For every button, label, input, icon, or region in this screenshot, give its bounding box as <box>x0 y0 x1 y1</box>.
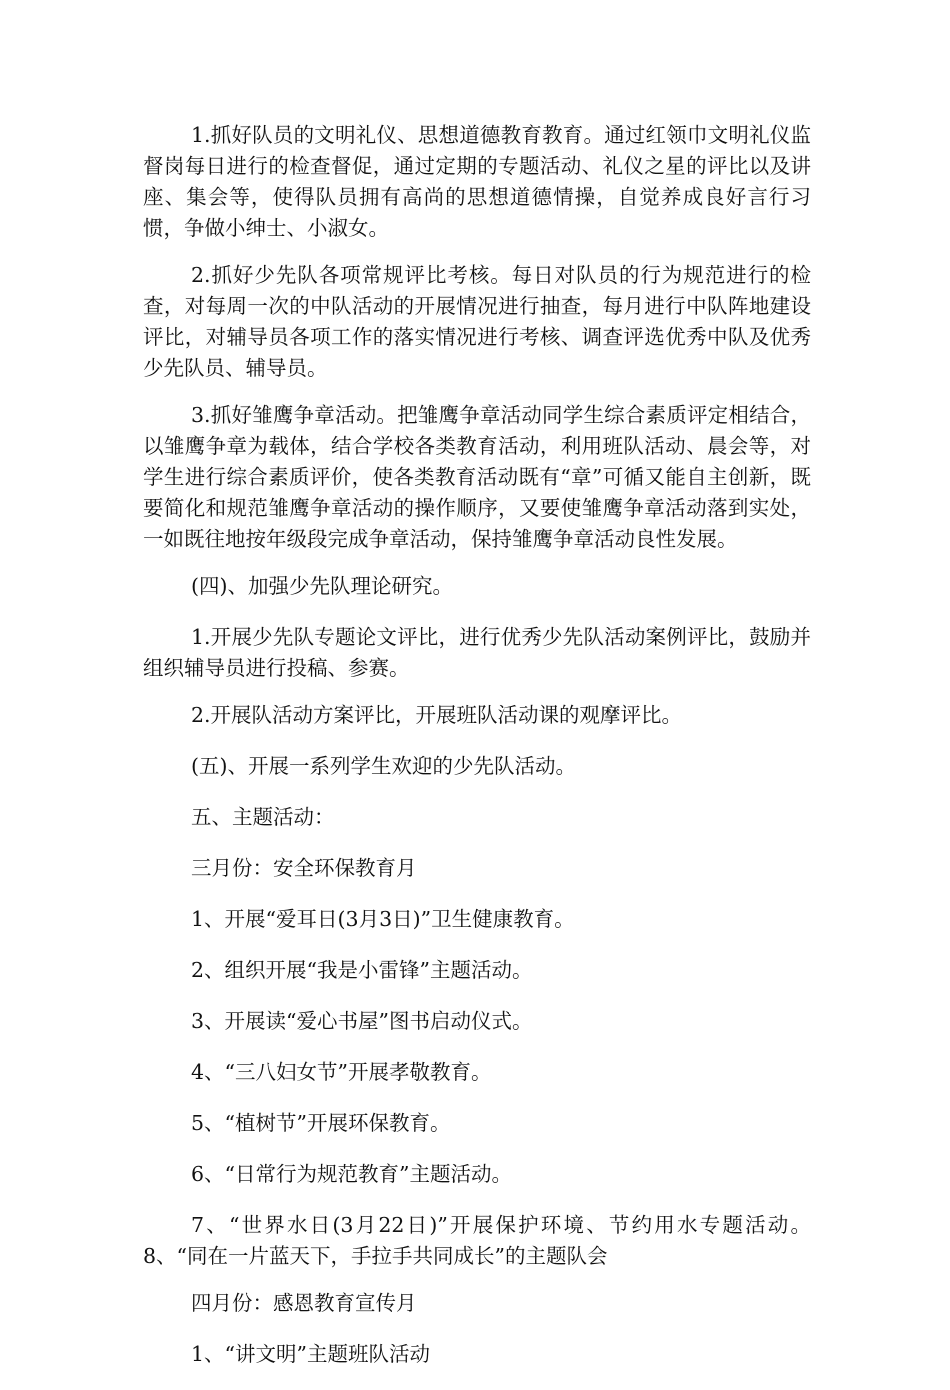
paragraph-thesis-contest: 1.开展少先队专题论文评比，进行优秀少先队活动案例评比，鼓励并组织辅导员进行投稿、参赛。 <box>143 625 811 680</box>
paragraph-routine-evaluation: 2.抓好少先队各项常规评比考核。每日对队员的行为规范进行的检查，对每周一次的中队活动的开展情况进行抽查，每月进行中队阵地建设评比，对辅导员各项工作的落实情况进行考核、调查评选优秀中队及优秀少先队员、辅导员。 <box>143 263 811 380</box>
section-heading-themes: 五、主题活动： <box>191 805 335 829</box>
list-item-april-1: 1、“讲文明”主题班队活动 <box>191 1342 431 1366</box>
month-heading-march: 三月份：安全环保教育月 <box>191 856 417 880</box>
paragraph-etiquette: 1.抓好队员的文明礼仪、思想道德教育教育。通过红领巾文明礼仪监督岗每日进行的检查督促，通过定期的专题活动、礼仪之星的评比以及讲座、集会等，使得队员拥有高尚的思想道德情操，自觉养成良好言行习惯，争做小绅士、小淑女。 <box>143 123 811 240</box>
list-item-march-1: 1、开展“爱耳日(3月3日)”卫生健康教育。 <box>191 907 575 931</box>
month-heading-april: 四月份：感恩教育宣传月 <box>191 1291 417 1315</box>
paragraph-eagle-badge: 3.抓好雏鹰争章活动。把雏鹰争章活动同学生综合素质评定相结合，以雏鹰争章为载体，结合学校各类教育活动，利用班队活动、晨会等，对学生进行综合素质评价，使各类教育活动既有“章”可循又能自主创新，既要简化和规范雏鹰争章活动的操作顺序，又要使雏鹰争章活动落到实处，一如既往地按年级段完成争章活动，保持雏鹰争章活动良性发展。 <box>143 403 811 551</box>
list-item-march-7-8: 7、“世界水日(3月22日)”开展保护环境、节约用水专题活动。8、“同在一片蓝天下，手拉手共同成长”的主题队会 <box>143 1213 811 1268</box>
list-item-march-2: 2、组织开展“我是小雷锋”主题活动。 <box>191 958 533 982</box>
section-heading-theory: (四)、加强少先队理论研究。 <box>191 574 453 598</box>
list-item-march-5: 5、“植树节”开展环保教育。 <box>191 1111 451 1135</box>
paragraph-plan-contest: 2.开展队活动方案评比，开展班队活动课的观摩评比。 <box>191 703 683 727</box>
section-heading-activities: (五)、开展一系列学生欢迎的少先队活动。 <box>191 754 576 778</box>
list-item-march-3: 3、开展读“爱心书屋”图书启动仪式。 <box>191 1009 533 1033</box>
list-item-march-6: 6、“日常行为规范教育”主题活动。 <box>191 1162 513 1186</box>
document-body <box>143 120 811 1390</box>
list-item-march-4: 4、“三八妇女节”开展孝敬教育。 <box>191 1060 492 1084</box>
